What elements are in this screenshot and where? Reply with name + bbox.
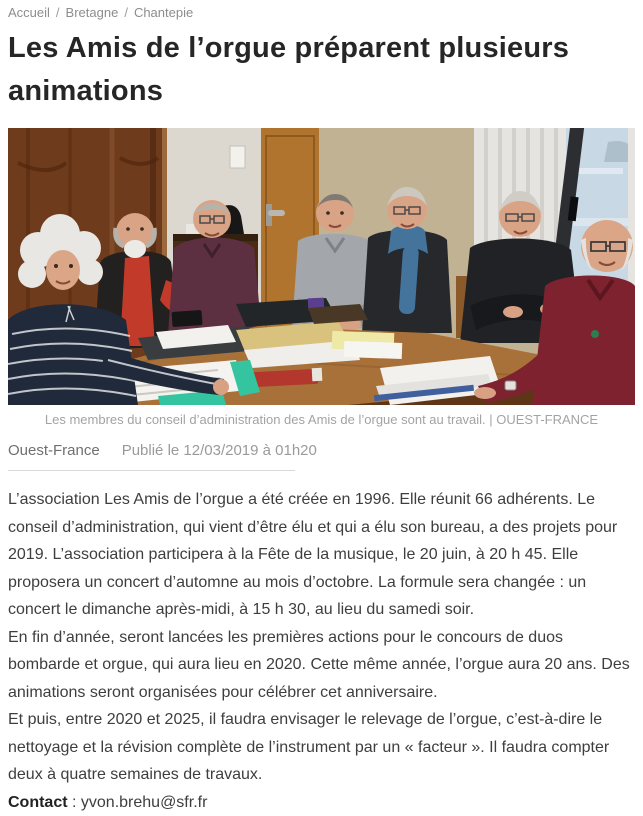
article-paragraph: L’association Les Amis de l’orgue a été créée en 1996. Elle réunit 66 adhérents. Le conseil d’administration, qui vient d’être élu et qui a élu son bureau, a des projets pour 2019. L’association participera à la Fête de la musique, le 20 juin, à 20 h 45. Elle proposera un concert d’automne au mois d’octobre. La formule sera changée : un concert le dimanche après-midi, à 15 h 30, au lieu du samedi soir.	[8, 486, 635, 624]
byline-source-link[interactable]: Ouest-France	[8, 442, 100, 459]
article-photo	[8, 128, 635, 405]
photo-caption: Les membres du conseil d’administration des Amis de l’orgue sont au travail. | OUEST-FRANCE	[8, 412, 635, 428]
article-figure	[8, 128, 635, 428]
breadcrumb	[8, 5, 635, 21]
contact-email: : yvon.brehu@sfr.fr	[68, 794, 208, 811]
breadcrumb-link-chantepie[interactable]: Chantepie	[134, 5, 193, 20]
article-photo-illustration	[8, 128, 635, 405]
byline-published: Publié le 12/03/2019 à 01h20	[122, 442, 317, 459]
article-paragraph: Et puis, entre 2020 et 2025, il faudra envisager le relevage de l’orgue, c’est-à-dire le nettoyage et la révision complète de l’instrument par un « facteur ». Il faudra compter deux à quatre semaines de travaux.	[8, 706, 635, 789]
contact-line	[8, 789, 635, 816]
breadcrumb-separator: /	[124, 5, 128, 20]
article-body	[8, 486, 635, 816]
breadcrumb-separator: /	[56, 5, 60, 20]
byline-divider	[8, 470, 295, 471]
article-paragraph: En fin d’année, seront lancées les premières actions pour le concours de duos bombarde et orgue, qui aura lieu en 2020. Cette même année, l’orgue aura 20 ans. Des animations seront organisées pour célébrer cet anniversaire.	[8, 624, 635, 707]
breadcrumb-link-bretagne[interactable]: Bretagne	[66, 5, 119, 20]
byline	[8, 441, 635, 471]
page-title: Les Amis de l’orgue préparent plusieurs animations	[8, 27, 635, 113]
breadcrumb-link-accueil[interactable]: Accueil	[8, 5, 50, 20]
contact-label: Contact	[8, 794, 68, 811]
